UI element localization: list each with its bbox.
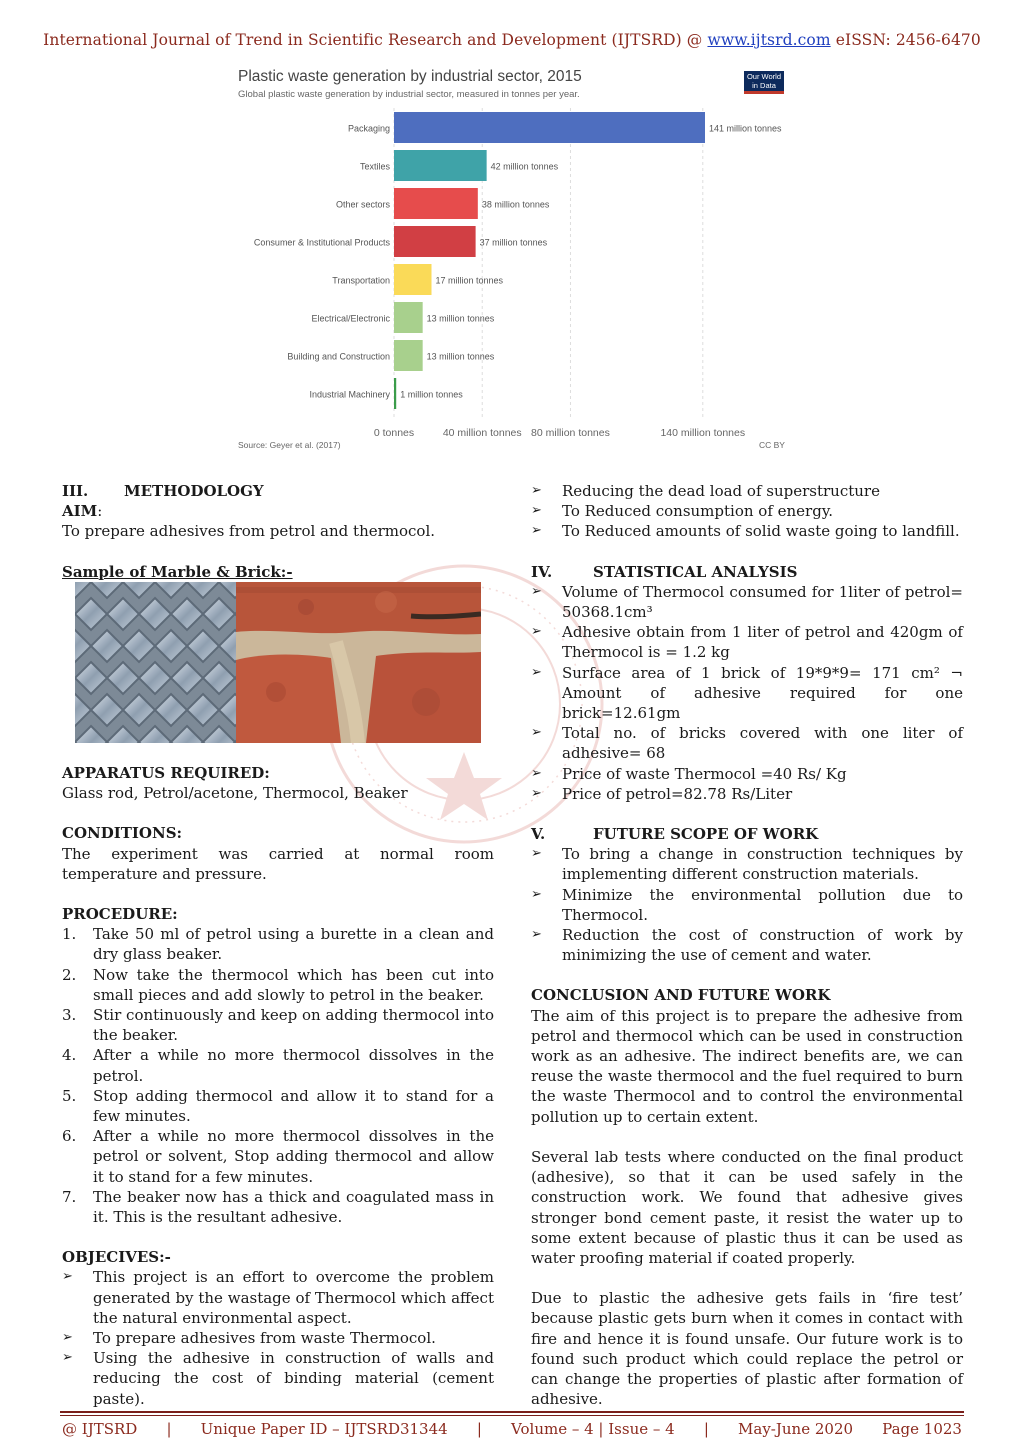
- data-label: 141 million tonnes: [709, 123, 782, 134]
- section-title: STATISTICAL ANALYSIS: [593, 562, 798, 581]
- objective-item: ➢ To prepare adhesives from waste Thermocol.: [62, 1328, 494, 1348]
- footer-journal: @ IJTSRD: [62, 1420, 138, 1438]
- step-number: 4.: [62, 1046, 77, 1065]
- data-label: 37 million tonnes: [479, 237, 548, 248]
- conclusion-paragraph: Several lab tests where conducted on the final product (adhesive), so that it can be used safely in the construction work. We found that adhesive gives stronger bond cement paste, it resist the water up to some extent because of plastic thus it can be used as water proofing material if coated properly.: [531, 1147, 963, 1267]
- chart-figure: [232, 62, 792, 457]
- stat-item: ➢ Adhesive obtain from 1 liter of petrol and 420gm of Thermocol is = 1.2 kg: [531, 622, 963, 662]
- bar: [394, 150, 487, 181]
- procedure-step: [62, 1187, 494, 1227]
- procedure-step: [62, 1126, 494, 1187]
- x-tick-label: 0 tonnes: [373, 427, 415, 439]
- bar: [394, 188, 478, 219]
- objective-item: ➢ Reducing the dead load of superstructure: [531, 481, 963, 501]
- bar: [394, 378, 396, 409]
- aim-line: [62, 501, 494, 521]
- step-number: 1.: [62, 925, 77, 944]
- bar: [394, 340, 423, 371]
- chart-title: Plastic waste generation by industrial sector, 2015: [238, 68, 582, 85]
- stat-item: ➢ Volume of Thermocol consumed for 1liter of petrol= 50368.1cm³: [531, 582, 963, 622]
- objective-item: ➢ Using the adhesive in construction of walls and reducing the cost of binding material (cement paste).: [62, 1348, 494, 1409]
- section-number: III.: [62, 482, 89, 500]
- x-tick-label: 140 million tonnes: [660, 427, 746, 439]
- category-label: Textiles: [359, 161, 390, 172]
- x-tick-label: 40 million tonnes: [442, 427, 522, 439]
- page-footer: [62, 1420, 962, 1438]
- data-label: 13 million tonnes: [426, 313, 495, 324]
- stat-item: ➢ Total no. of bricks covered with one liter of adhesive= 68: [531, 723, 963, 763]
- procedure-list: [62, 924, 494, 1227]
- bar: [394, 264, 431, 295]
- chart-source: Source: Geyer et al. (2017): [238, 440, 341, 450]
- bar: [394, 226, 476, 257]
- objectives-list-continued: [531, 481, 963, 542]
- step-text: After a while no more thermocol dissolves in the petrol.: [93, 1046, 494, 1085]
- header-text: International Journal of Trend in Scientific Research and Development (IJTSRD) @: [43, 31, 708, 49]
- section-heading-statistical-analysis: [531, 562, 963, 582]
- section-number: V.: [531, 825, 546, 844]
- future-item: ➢ Reduction the cost of construction of work by minimizing the use of cement and water.: [531, 925, 963, 965]
- objective-item: ➢ This project is an effort to overcome the problem generated by the wastage of Thermocol which affect the natural environmental aspect.: [62, 1267, 494, 1328]
- data-label: 17 million tonnes: [435, 275, 504, 286]
- objective-item: ➢ To Reduced amounts of solid waste going to landfill.: [531, 521, 963, 541]
- step-text: Stir continuously and keep on adding thermocol into the beaker.: [93, 1006, 494, 1045]
- chart-subtitle: Global plastic waste generation by industrial sector, measured in tonnes per year.: [238, 89, 580, 100]
- data-label: 38 million tonnes: [481, 199, 550, 210]
- conclusion-paragraph: Due to plastic the adhesive gets fails in ‘fire test’ because plastic gets burn when it comes in contact with fire and hence it is found unsafe. Our future work is to found such product which could replace the petrol or can change the properties of plastic after formation of adhesive.: [531, 1289, 963, 1409]
- left-column-lower: [62, 763, 494, 1409]
- stat-item: ➢ Price of waste Thermocol =40 Rs/ Kg: [531, 764, 963, 784]
- footer-separator: |: [476, 1420, 482, 1438]
- chart-license: CC BY: [759, 440, 785, 450]
- section-title: METHODOLOGY: [124, 482, 264, 500]
- conditions-title: CONDITIONS:: [62, 824, 183, 843]
- category-label: Packaging: [347, 123, 390, 134]
- aim-colon: :: [97, 502, 103, 521]
- step-number: 6.: [62, 1127, 77, 1146]
- owid-logo: Our World in Data: [744, 71, 784, 94]
- objectives-list: [62, 1267, 494, 1408]
- stat-item: ➢ Price of petrol=82.78 Rs/Liter: [531, 784, 963, 804]
- aim-text: To prepare adhesives from petrol and thermocol.: [62, 522, 436, 541]
- step-number: 5.: [62, 1086, 77, 1105]
- procedure-title: PROCEDURE:: [62, 905, 178, 924]
- step-number: 2.: [62, 965, 77, 984]
- procedure-step: [62, 924, 494, 964]
- procedure-step: [62, 1045, 494, 1085]
- conclusion-paragraph: The aim of this project is to prepare the adhesive from petrol and thermocol which can be used in construction work as an adhesive. The indirect benefits are, we can reuse the waste thermocol and the fuel required to burn the waste Thermocol and to control the environmental pollution up to certain extent.: [531, 1006, 963, 1126]
- section-number: IV.: [531, 562, 553, 581]
- sample-photos: [75, 582, 481, 743]
- statistics-list: [531, 582, 963, 804]
- sample-title: Sample of Marble & Brick:-: [62, 562, 293, 581]
- x-tick-label: 80 million tonnes: [531, 427, 610, 439]
- stat-item: ➢ Surface area of 1 brick of 19*9*9= 171 cm² ¬ Amount of adhesive required for one brick=12.61gm: [531, 663, 963, 724]
- bar-chart: [232, 62, 792, 457]
- step-text: Take 50 ml of petrol using a burette in a clean and dry glass beaker.: [93, 925, 494, 964]
- footer-separator: |: [166, 1420, 172, 1438]
- section-title: FUTURE SCOPE OF WORK: [593, 825, 819, 844]
- apparatus-title: APPARATUS REQUIRED:: [62, 764, 270, 782]
- future-item: ➢ To bring a change in construction techniques by implementing different construction materials.: [531, 844, 963, 884]
- bar: [394, 302, 423, 333]
- journal-link[interactable]: www.ijtsrd.com: [707, 31, 831, 49]
- step-text: The beaker now has a thick and coagulated mass in it. This is the resultant adhesive.: [93, 1187, 494, 1227]
- objective-item: ➢ To Reduced consumption of energy.: [531, 501, 963, 521]
- category-label: Electrical/Electronic: [311, 313, 390, 324]
- journal-header: [0, 31, 1024, 49]
- procedure-step: [62, 1005, 494, 1045]
- bar: [394, 112, 705, 143]
- footer-separator: |: [703, 1420, 709, 1438]
- category-label: Industrial Machinery: [309, 389, 390, 400]
- category-label: Transportation: [332, 275, 390, 286]
- footer-rule: [60, 1411, 964, 1413]
- right-column: [531, 481, 963, 1409]
- category-label: Building and Construction: [287, 351, 390, 362]
- footer-date: May-June 2020: [738, 1420, 854, 1438]
- conditions-text: The experiment was carried at normal room temperature and pressure.: [62, 844, 494, 883]
- data-label: 42 million tonnes: [490, 161, 559, 172]
- future-item: ➢ Minimize the environmental pollution due to Thermocol.: [531, 885, 963, 925]
- step-number: 3.: [62, 1006, 77, 1025]
- footer-rule: [60, 1415, 964, 1416]
- data-label: 1 million tonnes: [400, 389, 463, 400]
- apparatus-text: Glass rod, Petrol/acetone, Thermocol, Beaker: [62, 784, 408, 803]
- footer-page: Page 1023: [882, 1420, 962, 1438]
- brick-photo: [236, 582, 481, 743]
- marble-photo: [75, 582, 236, 743]
- step-text: Now take the thermocol which has been cut into small pieces and add slowly to petrol in the beaker.: [93, 965, 494, 1004]
- conclusion-title: CONCLUSION AND FUTURE WORK: [531, 986, 831, 1005]
- footer-paper-id: Unique Paper ID – IJTSRD31344: [200, 1420, 448, 1438]
- footer-volume: Volume – 4 | Issue – 4: [511, 1420, 675, 1438]
- category-label: Consumer & Institutional Products: [253, 237, 390, 248]
- left-column: [62, 481, 494, 582]
- procedure-step: [62, 1086, 494, 1126]
- category-label: Other sectors: [335, 199, 390, 210]
- section-heading-future-scope: [531, 824, 963, 844]
- step-number: 7.: [62, 1187, 77, 1206]
- step-text: Stop adding thermocol and allow it to stand for a few minutes.: [93, 1086, 494, 1126]
- aim-label: AIM: [62, 502, 98, 521]
- step-text: After a while no more thermocol dissolves in the petrol or solvent, Stop adding thermocol and allow it to stand for a few minutes.: [93, 1127, 494, 1186]
- data-label: 13 million tonnes: [426, 351, 495, 362]
- section-heading-methodology: [62, 481, 494, 501]
- procedure-step: [62, 965, 494, 1005]
- objectives-title: OBJECIVES:-: [62, 1248, 171, 1267]
- future-scope-list: [531, 844, 963, 965]
- header-issn: eISSN: 2456-6470: [830, 31, 981, 49]
